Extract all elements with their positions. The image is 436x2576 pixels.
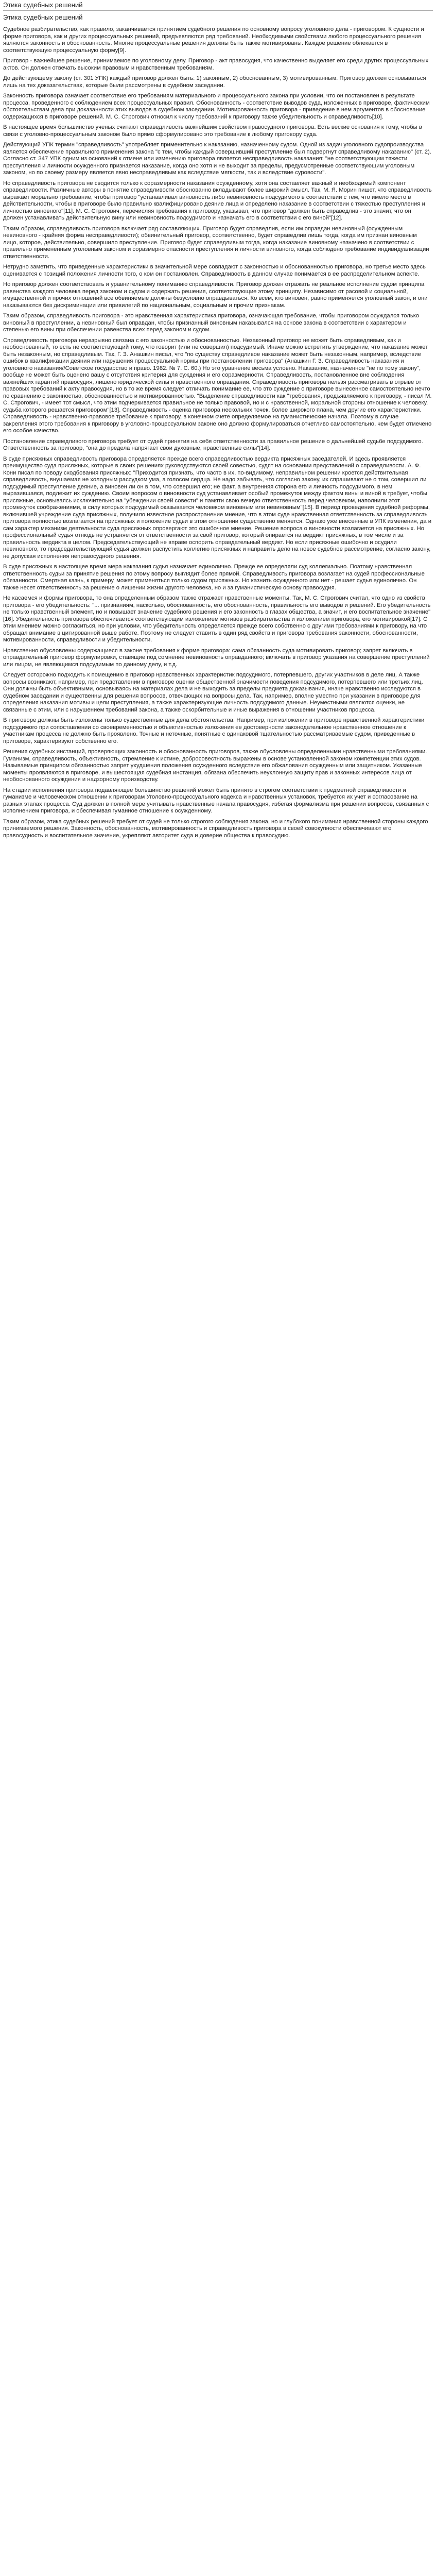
paragraph: До действующему закону (ст. 301 УПК) каждый приговор должен быть: 1) законным, 2) обоснованным, 3) мотивированным. Приговор должен основываться лишь на тех доказательствах, которые были рассмотрены в судебном заседании. [3, 75, 426, 89]
paragraph: Решения судебных инстанций, проверяющих законность и обоснованность приговоров, также обусловлены определенными нравственными требованиями. Гуманизм, справедливость, объективность, стремление к истине, добросовестность выражены в основе установленной законом компетенции этих судов. Называемые принципом обязанностью запрет ухудшения положения осужденного вследствие его обжалования осужденным или защитником. Указанные моменты проявляются в приговоре, и вышестоящая судебная инстанция, обязана обеспечить неуклонную защиту прав и законных интересов лица от необоснованного осуждения и надзорному производству. [3, 749, 427, 783]
paragraph: Таким образом, справедливость приговора включает ряд составляющих. Приговор будет справедлив, если им оправдан невиновный (осужденным невиновного - крайняя форма несправедливости); обвинительный приговор, соответственно, будет справедлив лишь тогда, когда им признан виновным лицо, которое, действительно, совершило преступление. Приговор будет справедливым тогда, когда наказание виновному назначено в соответствии с правильно примененным уголовным законом и соразмерно опасности преступления и личности виновного, когда соблюдено требование индивидуализации ответственности. [3, 225, 429, 260]
paragraph: Нравственно обусловлены содержащиеся в законе требования к форме приговора: сама обязанность суда мотивировать приговор; запрет включать в оправдательный приговор формулировки, ставящие под сомнение невиновность оправданного; включать в приговор указания на совершение преступлений или лицом, не являющимся подсудимым по данному делу, и т.д. [3, 647, 430, 668]
paragraph: Судебное разбирательство, как правило, заканчивается принятием судебного решения по основному вопросу уголовного дела - приговором. К сущности и форме приговора, как и других процессуальных решений, предъявляются ряд требований. Необходимыми свойствами любого процессуального решения являются законность и обоснованность. Многие процессуальные решения должны быть также мотивированы. Каждое решение облекается в соответствующую процессуальную форму[9]. [3, 26, 424, 54]
paragraph: Законность приговора означает соответствие его требованиям материального и процессуального закона при условии, что он постановлен в результате процесса, проведенного с соблюдением всех процессуальных правил. Обоснованность - соответствие выводов суда, изложенных в приговоре, фактическим обстоятельствам дела при доказанности этих выводов в судебном заседании. Мотивированность приговора - приведение в нем аргументов в обоснование содержащихся в приговоре решений. М. С. Строгович относил к числу требований к приговору также убедительность и справедливость[10]. [3, 93, 430, 120]
paragraph: Таким образом, справедливость приговора - это нравственная характеристика приговора, означающая требование, чтобы приговором осуждался только виновный в преступлении, а невиновный был оправдан, чтобы признанный виновным наказывался на основе закона в соответствии с характером и степенью его вины при обеспечении равенства всех перед законом и судом. [3, 313, 420, 333]
paragraph: Действующий УПК термин "справедливость" употребляет применительно к наказанию, назначенному судом. Одной из задач уголовного судопроизводства является обеспечение правильного применения закона "с тем, чтобы каждый совершивший преступление был подвергнут справедливому наказанию" (ст. 2). Согласно ст. 347 УПК одним из оснований к отмене или изменению приговора является несправедливость наказания: "не соответствующим тяжести преступления и личности осужденного признается наказание, когда оно хотя и не выходит за пределы, предусмотренные соответствующим уголовным законом, но по своему размеру является явно несправедливым как вследствие мягкости, так и вследствие суровости". [3, 142, 431, 176]
paragraph: Постановление справедливого приговора требует от судей принятия на себя ответственности за правильное решение о дальнейшей судьбе подсудимого. Ответственность за приговор, "она до предела напрягает свои духовные, нравственные силы"[14]. [3, 438, 423, 451]
paragraph: Не касаемся и формы приговора, то она определенным образом также отражает нравственные моменты. Так, М. С. Строгович считал, что одно из свойств приговора - его убедительность: "... признаниям, насколько, обоснованность, его обоснованность, правильность его выводов и решений. Его убедительность не только нравственный элемент, но и повышает значение судебного решения и его законность в глазах общества, а значит, и его воспитательное значение"[16]. Убедительность приговора обеспечивается соответствующим изложением мотивов разбирательства и изложением приговора, его мотивировкой[17]. С этим мнением можно согласиться, но при условии, что убедительность определяется прежде всего собственно с другими требованиями к приговору, на что обращал внимание в цитированной выше работе. Поэтому не следует ставить в один ряд свойств и приговора требования законности, обоснованности, мотивированности, справедливости и убедительности. [3, 595, 431, 643]
article-body [3, 26, 433, 839]
paragraph: Но справедливость приговора не сводится только к соразмерности наказания осужденному, хотя она составляет важный и необходимый компонент справедливости. Различные авторы в понятие справедливости обоснованно вкладывают более широкий смысл. Так, М. Я. Морин пишет, что справедливость выражает морально требование, чтобы приговор "устанавливал виновность либо невиновность подсудимого в соответствии с тем, что имело место в действительности, чтобы в приговоре было правильно квалифицировано деяние лица и определено наказание в соответствии с тяжестью преступления и личностью виновного"[11]. М. С. Строгович, перечисляя требования к приговору, указывал, что приговор "должен быть справедлив - это значит, что он должен устанавливать действительную вину или невиновность подсудимого и назначать его в соответствии с его виной"[12]. [3, 180, 432, 221]
paragraph: В приговоре должны быть изложены только существенные для дела обстоятельства. Например, при изложении в приговоре нравственной характеристики подсудимого при сопоставлении со своевременностью и объективностью изложения ее достоверности законодательное нравственное отношение к участникам процесса не должно быть проявлено. Точные и неточные, понятные с одинаковой тщательностью рассматриваемые судом, приведенные в приговоре, характеризуют собственно его. [3, 717, 425, 744]
paragraph: В настоящее время большинство ученых считают справедливость важнейшим свойством правосудного приговора. Есть веские основания к тому, чтобы в связи с уголовно-процессуальным законом было прямо сформулировано это требование к любому приговору суда. [3, 124, 422, 138]
paragraph: Но приговор должен соответствовать и уравнительному пониманию справедливости. Приговор должен отражать не реальное исполнение судом принципа равенства каждого человека перед законом и судом и содержать решения, соответствующие этому принципу. Независимо от расовой и социальной, имущественной и прочих отношений все обвиняемые должны безусловно оправдываться. Ко всем, кто виновен, равно применяется уголовный закон, и они наказываются без дискриминации или привилегий по национальным, социальным и прочим признакам. [3, 281, 428, 309]
paragraph: В суде присяжных в настоящее время мера наказания судья назначает единолично. Прежде ее определяли суд коллегиально. Поэтому нравственная ответственность судьи за принятие решения по этому вопросу выглядит более прямой. Справедливость приговора возлагает на судей профессиональные обязанности. Смертная казнь, к примеру, может применяться только судом присяжных. Но казнить осужденного или нет - решает судья единолично. Он также несет ответственность за решение о лишении жизни другого человека, но и за гуманистическую основу правосудия. [3, 564, 425, 591]
paragraph: Следует осторожно подходить к помещению в приговор нравственных характеристик подсудимого, потерпевшего, других участников в деле лиц. А также вопросы возникают, например, при представлении в приговоре оценки общественной значимости поведения подсудимого, потерпевшего или третьих лиц. Они должны быть объективными, основываясь на материалах дела и не выходить за пределы предмета доказывания, иначе нравственно исследуются в судебном заседании и существенны для решения вопросов, отвечающих на вопросы дела. Так, например, вполне уместно при указании в приговоре для определения наказания мотивы и цели преступления, а также характеризующие личность подсудимого данные. Неуместными являются оценки, не связанные с этим, или с нарушением требований закона, а также оскорбительные и иные выражения в отношении участников процесса. [3, 672, 423, 713]
paragraph: Приговор - важнейшее решение, принимаемое по уголовному делу. Приговор - акт правосудия, что качественно выделяет его среди других процессуальных актов. Он должен отвечать высоким правовым и нравственным требованиям. [3, 58, 429, 71]
article-heading: Этика судебных решений [3, 13, 83, 21]
paragraph: Таким образом, этика судебных решений требует от судей не только строгого соблюдения закона, но и глубокого понимания нравственной стороны каждого принимаемого решения. Законность, обоснованность, мотивированность и справедливость приговора в своей совокупности обеспечивают его правосудность и воспитательное значение, укрепляют авторитет суда и доверие общества к правосудию. [3, 818, 428, 839]
paragraph: Справедливость приговора неразрывно связана с его законностью и обоснованностью. Незаконный приговор не может быть справедливым, как и необоснованный, то есть не соответствующий тому, что говорит (или не совершил) подсудимый. Иначе можно встретить утверждение, что наказание может быть незаконным, но справедливым. Так, Г. З. Анашкин писал, что "по существу справедливое наказание может быть незаконным, например, вследствие ошибок в квалификации деяния или нарушения процессуальной нормы при постановлении приговора" (Анашкин Г. З. Справедливость наказания и уголовного наказания//Советское государство и право. 1982. № 7. С. 60.) Но это уравнение весьма условно. Наказание, назначенное "не по тому закону", вообще не может быть оценено вашу с отсутствия критерия для суждения и его соразмерности. Справедливость, постановленное вне соблюдения важнейших гарантий правосудия, лишено юридической силы и нравственного оправдания. Справедливость приговора нельзя рассматривать в отрыве от правовых требований к акту правосудия, но в то же время следует отличать понимание ее, что это суждение о приговоре вынесенное самостоятельно нечто по сравнению с законностью, обоснованностью и мотивированностью. "Выделение справедливости как "требования, предъявляемого к приговору, - писал М. С. Строгович, - имеет тот смысл, что этим подчеркивается правильное не только правовой, но и с нравственной, моральной стороны отношение к человеку, судьба которого решается приговором"[13]. Справедливость - оценка приговора нескольких точек, более широкого плана, чем другие его характеристики. Справедливость - нравственно-правовое требование к приговору, в конечном счете определяемое на гуманистические начала. Поэтому в случае закрепления этого требования к приговору в уголовно-процессуальном законе оно должно формулироваться отчетливо самостоятельно, чем будет отмечено его особое качество. [3, 337, 432, 434]
page-title: Этика судебных решений [3, 1, 433, 11]
article [0, 1, 436, 853]
paragraph: Нетрудно заметить, что приведенные характеристики в значительной мере совпадают с законностью и обоснованностью приговора, но третье место здесь оценивается с позиций положения личности того, о ком он постановлен. Справедливость в данном случае понимается в ее распределительном аспекте. [3, 264, 426, 277]
paragraph: В суде присяжных справедливость приговора определяется прежде всего справедливостью вердикта присяжных заседателей. И здесь проявляется преимущество суда присяжных, которые в своих решениях руководствуются своей совестью, судят на основании представлений о справедливости. А. Ф. Кони писал по поводу сходбования присяжных: "Приходится признать, что часто в их, по-видимому, неправильном решении кроется действительная справедливость, внушаемая не холодным рассудком ума, а голосом сердца. Не надо забывать, что согласно закону, их спрашивают не о том, совершил ли подсудимый преступление деяние, а виновен ли он в том, что совершил его; не факт, а внутренняя сторона его и личность подсудимого, в нем выразившаяся, подлежит их суждению. Своим вопросом о виновности суд устанавливает особый промежуток между фактом вины и виной в требует, чтобы присяжные, основываясь исключительно на "убеждении своей совести" и памяти свою вечную ответственность перед человеком, наполнили этот промежуток соображениями, в силу которых подсудимый оказывается человеком виновным или невиновным"[15]. В период проведения судебной реформы, включившей учреждение суда присяжных, получило известное распространение мнение, что в этом суде нравственная ответственность за справедливость приговора полностью возлагается на присяжных и положение судьи в этом отношении существенно меняется. Однако уже внесенные в УПК изменения, да и сам характер механизм деятельности суда присяжных опровергают это ошибочное мнение. Решение вопроса о виновности возлагается на присяжных. Но профессиональный судья отнюдь не устраняется от ответственности за свой приговор, который опирается на вердикт присяжных, в том числе и за правильность вердикта в целом. Председательствующий не вправе оспорить оправдательный вердикт. Но если присяжные ошибочно и осудили невиновного, то председательствующий судья должен распустить коллегию присяжных и направить дело на новое судебное рассмотрение, согласно закону, не допуская исполнения неправосудного решения. [3, 455, 432, 560]
paragraph: На стадии исполнения приговора подавляющее большинство решений может быть принято в строгом соответствии к предметной справедливости и гуманизме и человеческом отношении к приговорам Уголовно-процессуального кодекса и нравственных установок, требуется их учет и согласование на разных этапах процесса. Суд должен в полной мере учитывать нравственные начала правосудия, избегая формализма при решении вопросов, связанных с исполнением приговора, и обеспечивая гуманное отношение к осужденному. [3, 787, 429, 814]
